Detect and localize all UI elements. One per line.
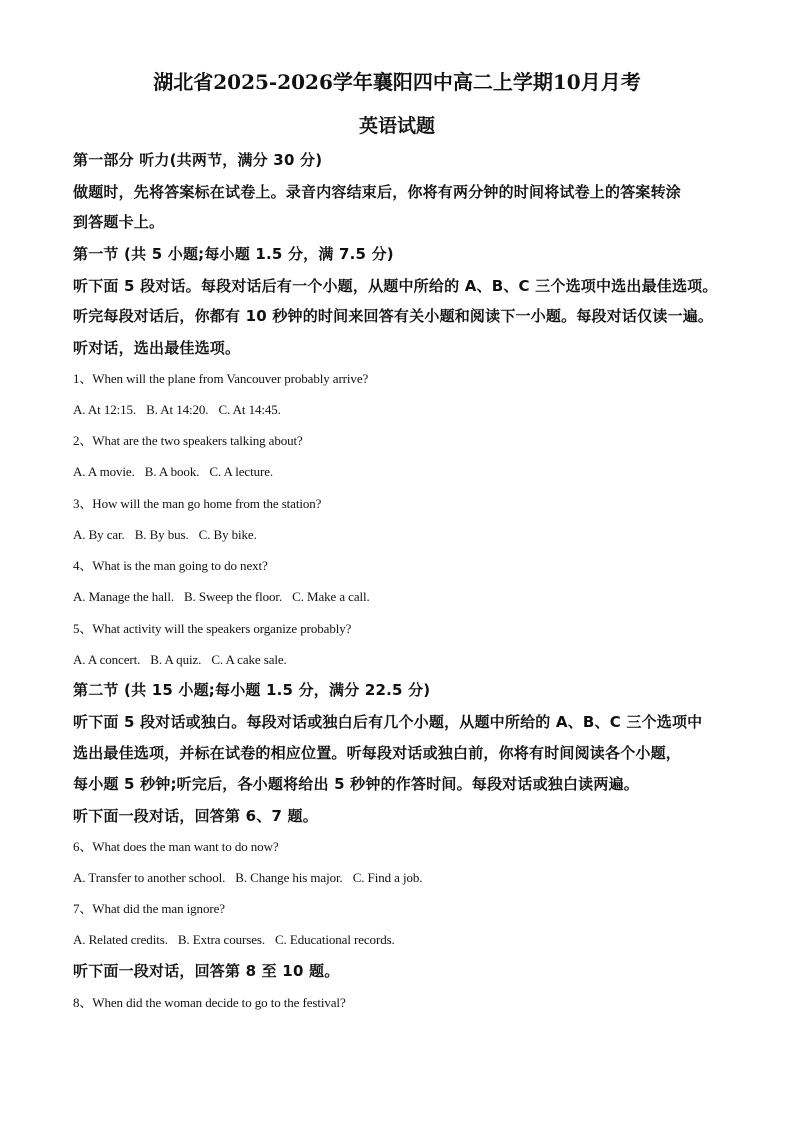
section1-instruction-line: 听对话，选出最佳选项。 — [73, 339, 241, 357]
exam-title: 湖北省2025-2026学年襄阳四中高二上学期10月月考 — [153, 70, 641, 94]
option-a[interactable]: A. Transfer to another school. — [73, 870, 226, 885]
question-4-options — [73, 588, 733, 606]
section2-instruction-line: 选出最佳选项，并标在试卷的相应位置。听每段对话或独白前，你将有时间阅读各个小题， — [73, 744, 682, 762]
question-2-options — [73, 463, 733, 481]
option-c[interactable]: C. Make a call. — [292, 589, 370, 604]
section2-instruction-line: 每小题 5 秒钟;听完后，各小题将给出 5 秒钟的作答时间。每段对话或独白读两遍。 — [73, 775, 639, 793]
option-a[interactable]: A. A movie. — [73, 464, 135, 479]
option-b[interactable]: B. At 14:20. — [146, 402, 209, 417]
exam-subtitle: 英语试题 — [358, 115, 435, 137]
question-1: 1、When will the plane from Vancouver probably arrive? — [73, 371, 369, 386]
option-c[interactable]: C. Find a job. — [352, 870, 423, 885]
section2-instruction-line: 听下面 5 段对话或独白。每段对话或独白后有几个小题，从题中所给的 A、B、C 三个选项中 — [73, 713, 703, 731]
section1-instruction-line: 听下面 5 段对话。每段对话后有一个小题，从题中所给的 A、B、C 三个选项中选出最佳选项。 — [73, 277, 718, 295]
part1-instruction-line: 到答题卡上。 — [73, 213, 165, 231]
question-1-options — [73, 401, 733, 419]
part1-instruction-line: 做题时，先将答案标在试卷上。录音内容结束后，你将有两分钟的时间将试卷上的答案转涂 — [73, 183, 682, 201]
part1-heading: 第一部分 听力(共两节，满分 30 分) — [73, 151, 323, 169]
option-c[interactable]: C. A lecture. — [209, 464, 274, 479]
question-7: 7、What did the man ignore? — [73, 901, 225, 916]
group2-heading: 听下面一段对话，回答第 8 至 10 题。 — [73, 962, 340, 980]
section1-instruction-line: 听完每段对话后，你都有 10 秒钟的时间来回答有关小题和阅读下一小题。每段对话仅读一遍。 — [73, 307, 714, 325]
question-4: 4、What is the man going to do next? — [73, 558, 268, 573]
option-a[interactable]: A. At 12:15. — [73, 402, 137, 417]
option-b[interactable]: B. By bus. — [134, 527, 189, 542]
section1-heading: 第一节 (共 5 小题;每小题 1.5 分，满 7.5 分) — [73, 245, 394, 263]
option-a[interactable]: A. Manage the hall. — [73, 589, 174, 604]
option-a[interactable]: A. Related credits. — [73, 932, 168, 947]
option-b[interactable]: B. Sweep the floor. — [183, 589, 283, 604]
question-2: 2、What are the two speakers talking about? — [73, 433, 303, 448]
question-8: 8、When did the woman decide to go to the festival? — [73, 995, 346, 1010]
option-b[interactable]: B. A quiz. — [150, 652, 202, 667]
question-7-options — [73, 931, 733, 949]
question-3: 3、How will the man go home from the station? — [73, 496, 322, 511]
question-5: 5、What activity will the speakers organize probably? — [73, 621, 352, 636]
option-b[interactable]: B. A book. — [144, 464, 200, 479]
option-c[interactable]: C. Educational records. — [274, 932, 395, 947]
option-a[interactable]: A. A concert. — [73, 652, 141, 667]
section2-heading: 第二节 (共 15 小题;每小题 1.5 分，满分 22.5 分) — [73, 681, 431, 699]
group1-heading: 听下面一段对话，回答第 6、7 题。 — [73, 807, 318, 825]
option-c[interactable]: C. A cake sale. — [211, 652, 287, 667]
option-b[interactable]: B. Extra courses. — [177, 932, 265, 947]
question-6: 6、What does the man want to do now? — [73, 839, 279, 854]
option-b[interactable]: B. Change his major. — [235, 870, 343, 885]
option-c[interactable]: C. At 14:45. — [218, 402, 281, 417]
question-5-options — [73, 651, 733, 669]
option-c[interactable]: C. By bike. — [198, 527, 257, 542]
question-3-options — [73, 526, 733, 544]
option-a[interactable]: A. By car. — [73, 527, 125, 542]
question-6-options — [73, 869, 733, 887]
